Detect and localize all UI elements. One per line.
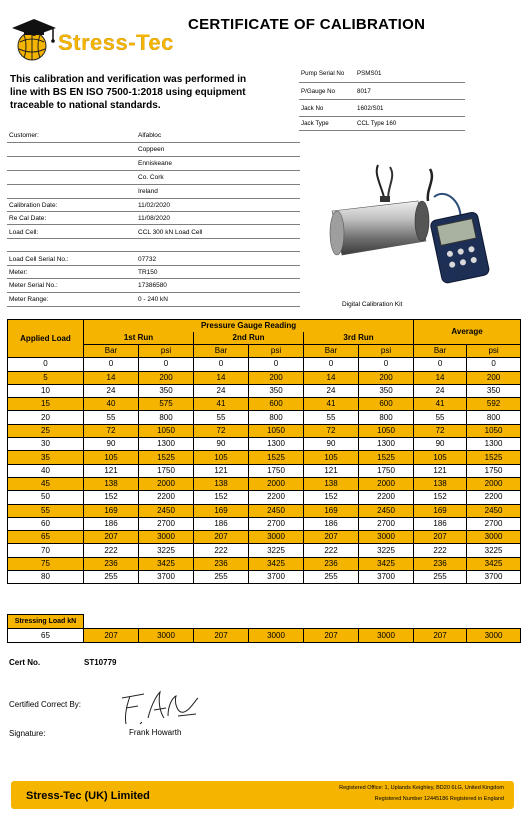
table-row bbox=[8, 358, 521, 371]
page-title: CERTIFICATE OF CALIBRATION bbox=[188, 16, 426, 33]
applied-load-cell: 35 bbox=[8, 451, 84, 464]
unit-header: Bar bbox=[194, 345, 249, 358]
stressing-reading-cell: 3000 bbox=[139, 629, 194, 643]
reading-cell: 2450 bbox=[139, 504, 194, 517]
recal-date-label: Re Cal Date: bbox=[9, 215, 47, 222]
unit-header: psi bbox=[467, 345, 521, 358]
reading-cell: 0 bbox=[139, 358, 194, 371]
applied-load-cell: 75 bbox=[8, 557, 84, 570]
unit-header: Bar bbox=[84, 345, 139, 358]
reading-cell: 600 bbox=[359, 398, 414, 411]
reading-cell: 350 bbox=[139, 384, 194, 397]
reading-cell: 1750 bbox=[249, 464, 304, 477]
table-row bbox=[8, 398, 521, 411]
reading-cell: 121 bbox=[84, 464, 139, 477]
reading-cell: 1050 bbox=[467, 424, 521, 437]
reading-cell: 1050 bbox=[359, 424, 414, 437]
table-row bbox=[8, 517, 521, 530]
table-row bbox=[8, 464, 521, 477]
reading-cell: 3700 bbox=[139, 571, 194, 584]
footer-address: Registered Office: 1, Uplands Keighley, BD20 6LG, United Kingdom bbox=[339, 785, 504, 791]
customer-line: Co. Cork bbox=[138, 174, 164, 181]
applied-load-cell: 70 bbox=[8, 544, 84, 557]
stressing-reading-cell: 3000 bbox=[467, 629, 521, 643]
table-row bbox=[8, 557, 521, 570]
reading-cell: 3000 bbox=[139, 531, 194, 544]
reading-cell: 138 bbox=[194, 477, 249, 490]
reading-cell: 2000 bbox=[139, 477, 194, 490]
reading-cell: 152 bbox=[194, 491, 249, 504]
reading-cell: 3225 bbox=[139, 544, 194, 557]
reading-cell: 152 bbox=[84, 491, 139, 504]
reading-cell: 592 bbox=[467, 398, 521, 411]
reading-cell: 0 bbox=[194, 358, 249, 371]
reading-cell: 169 bbox=[304, 504, 359, 517]
reading-cell: 40 bbox=[84, 398, 139, 411]
reading-cell: 2000 bbox=[249, 477, 304, 490]
reading-cell: 236 bbox=[84, 557, 139, 570]
reading-cell: 121 bbox=[194, 464, 249, 477]
unit-header: psi bbox=[139, 345, 194, 358]
cal-date-value: 11/02/2020 bbox=[138, 202, 171, 209]
reading-cell: 3225 bbox=[359, 544, 414, 557]
reading-cell: 1300 bbox=[249, 438, 304, 451]
table-row bbox=[8, 384, 521, 397]
jack-no-value: 1602/S01 bbox=[357, 105, 384, 112]
meter-label: Meter: bbox=[9, 269, 28, 276]
reading-cell: 2450 bbox=[359, 504, 414, 517]
load-cell-serial-label: Load Cell Serial No.: bbox=[9, 256, 69, 263]
reading-cell: 24 bbox=[414, 384, 467, 397]
reading-cell: 138 bbox=[304, 477, 359, 490]
reading-cell: 2200 bbox=[249, 491, 304, 504]
reading-cell: 3000 bbox=[249, 531, 304, 544]
table-row bbox=[8, 531, 521, 544]
reading-cell: 255 bbox=[304, 571, 359, 584]
stressing-reading-cell: 207 bbox=[304, 629, 359, 643]
reading-cell: 41 bbox=[414, 398, 467, 411]
reading-cell: 2700 bbox=[467, 517, 521, 530]
reading-cell: 1300 bbox=[139, 438, 194, 451]
reading-cell: 55 bbox=[414, 411, 467, 424]
footer-registration: Registered Number 12445186 Registered in England bbox=[374, 796, 504, 802]
reading-cell: 1525 bbox=[467, 451, 521, 464]
table-row bbox=[8, 451, 521, 464]
stressing-reading-cell: 207 bbox=[414, 629, 467, 643]
table-row bbox=[8, 544, 521, 557]
reading-cell: 2450 bbox=[467, 504, 521, 517]
reading-cell: 152 bbox=[304, 491, 359, 504]
reading-cell: 2700 bbox=[249, 517, 304, 530]
reading-cell: 14 bbox=[84, 371, 139, 384]
meter-range-value: 0 - 240 kN bbox=[138, 296, 168, 303]
applied-load-cell: 65 bbox=[8, 531, 84, 544]
reading-cell: 3700 bbox=[249, 571, 304, 584]
customer-line: Alfabloc bbox=[138, 132, 162, 139]
reading-cell: 222 bbox=[304, 544, 359, 557]
reading-cell: 186 bbox=[84, 517, 139, 530]
reading-cell: 2200 bbox=[139, 491, 194, 504]
reading-cell: 1300 bbox=[359, 438, 414, 451]
reading-cell: 186 bbox=[414, 517, 467, 530]
reading-cell: 41 bbox=[304, 398, 359, 411]
reading-cell: 55 bbox=[194, 411, 249, 424]
applied-load-cell: 80 bbox=[8, 571, 84, 584]
applied-load-cell: 20 bbox=[8, 411, 84, 424]
table-row bbox=[8, 371, 521, 384]
footer-bar bbox=[11, 781, 514, 809]
applied-load-cell: 0 bbox=[8, 358, 84, 371]
reading-cell: 200 bbox=[467, 371, 521, 384]
reading-cell: 350 bbox=[467, 384, 521, 397]
reading-cell: 24 bbox=[304, 384, 359, 397]
applied-load-cell: 15 bbox=[8, 398, 84, 411]
table-row bbox=[8, 424, 521, 437]
applied-load-cell: 10 bbox=[8, 384, 84, 397]
reading-cell: 236 bbox=[414, 557, 467, 570]
reading-cell: 90 bbox=[304, 438, 359, 451]
reading-cell: 72 bbox=[304, 424, 359, 437]
unit-header: Bar bbox=[304, 345, 359, 358]
reading-cell: 3425 bbox=[249, 557, 304, 570]
cert-no-label: Cert No. bbox=[9, 658, 41, 667]
applied-load-cell: 5 bbox=[8, 371, 84, 384]
stressing-load-table bbox=[7, 614, 521, 643]
reading-cell: 2700 bbox=[359, 517, 414, 530]
reading-cell: 138 bbox=[84, 477, 139, 490]
reading-cell: 72 bbox=[414, 424, 467, 437]
reading-cell: 24 bbox=[84, 384, 139, 397]
reading-cell: 105 bbox=[194, 451, 249, 464]
table-row bbox=[8, 571, 521, 584]
reading-cell: 255 bbox=[414, 571, 467, 584]
reading-cell: 2000 bbox=[467, 477, 521, 490]
reading-cell: 186 bbox=[194, 517, 249, 530]
table-row bbox=[8, 477, 521, 490]
signature-label: Signature: bbox=[9, 729, 46, 738]
load-cell-label: Load Cell: bbox=[9, 229, 39, 236]
reading-cell: 207 bbox=[414, 531, 467, 544]
reading-cell: 1750 bbox=[467, 464, 521, 477]
cal-date-label: Calibration Date: bbox=[9, 202, 58, 209]
reading-cell: 2000 bbox=[359, 477, 414, 490]
unit-header: psi bbox=[359, 345, 414, 358]
customer-line: Coppeen bbox=[138, 146, 165, 153]
applied-load-cell: 50 bbox=[8, 491, 84, 504]
load-cell-value: CCL 300 kN Load Cell bbox=[138, 229, 203, 236]
reading-cell: 1750 bbox=[139, 464, 194, 477]
load-cell-serial-value: 07732 bbox=[138, 256, 157, 263]
calibration-kit-photo bbox=[318, 163, 494, 301]
jack-no-label: Jack No bbox=[301, 105, 324, 112]
reading-cell: 169 bbox=[84, 504, 139, 517]
unit-header: psi bbox=[249, 345, 304, 358]
reading-cell: 105 bbox=[414, 451, 467, 464]
applied-load-cell: 45 bbox=[8, 477, 84, 490]
meter-range-label: Meter Range: bbox=[9, 296, 49, 303]
reading-cell: 800 bbox=[467, 411, 521, 424]
reading-cell: 3425 bbox=[359, 557, 414, 570]
reading-cell: 90 bbox=[84, 438, 139, 451]
stressing-reading-cell: 207 bbox=[84, 629, 139, 643]
reading-cell: 1525 bbox=[249, 451, 304, 464]
pump-serial-label: Pump Serial No bbox=[301, 70, 345, 77]
reading-cell: 0 bbox=[467, 358, 521, 371]
recal-date-value: 11/08/2020 bbox=[138, 215, 171, 222]
reading-cell: 14 bbox=[194, 371, 249, 384]
reading-cell: 121 bbox=[304, 464, 359, 477]
reading-cell: 800 bbox=[359, 411, 414, 424]
customer-label: Customer: bbox=[9, 132, 39, 139]
applied-load-cell: 60 bbox=[8, 517, 84, 530]
customer-line: Enniskeane bbox=[138, 160, 172, 167]
graduation-globe-icon bbox=[10, 16, 60, 64]
reading-cell: 2700 bbox=[139, 517, 194, 530]
reading-cell: 0 bbox=[304, 358, 359, 371]
reading-cell: 1050 bbox=[139, 424, 194, 437]
reading-cell: 1525 bbox=[139, 451, 194, 464]
reading-cell: 800 bbox=[249, 411, 304, 424]
reading-cell: 207 bbox=[84, 531, 139, 544]
customer-line: Ireland bbox=[138, 188, 158, 195]
reading-cell: 186 bbox=[304, 517, 359, 530]
photo-caption: Digital Calibration Kit bbox=[342, 301, 403, 308]
reading-cell: 236 bbox=[194, 557, 249, 570]
calibration-table bbox=[7, 319, 521, 584]
reading-cell: 14 bbox=[304, 371, 359, 384]
stressing-load-label: Stressing Load kN bbox=[8, 615, 84, 629]
gauge-no-label: P/Gauge No bbox=[301, 88, 336, 95]
reading-cell: 55 bbox=[304, 411, 359, 424]
company-logo bbox=[10, 16, 180, 66]
footer-company: Stress-Tec (UK) Limited bbox=[26, 790, 150, 802]
applied-load-cell: 30 bbox=[8, 438, 84, 451]
reading-cell: 575 bbox=[139, 398, 194, 411]
reading-cell: 222 bbox=[194, 544, 249, 557]
applied-load-cell: 25 bbox=[8, 424, 84, 437]
run-header: 1st Run bbox=[84, 332, 194, 345]
reading-cell: 2200 bbox=[359, 491, 414, 504]
reading-cell: 200 bbox=[139, 371, 194, 384]
reading-cell: 207 bbox=[194, 531, 249, 544]
jack-type-label: Jack Type bbox=[301, 120, 329, 127]
reading-cell: 90 bbox=[194, 438, 249, 451]
reading-cell: 121 bbox=[414, 464, 467, 477]
reading-cell: 0 bbox=[414, 358, 467, 371]
unit-header: Bar bbox=[414, 345, 467, 358]
reading-cell: 3225 bbox=[249, 544, 304, 557]
stressing-load-value: 65 bbox=[8, 629, 84, 643]
reading-cell: 3700 bbox=[467, 571, 521, 584]
reading-cell: 1300 bbox=[467, 438, 521, 451]
stressing-reading-cell: 3000 bbox=[359, 629, 414, 643]
reading-cell: 2200 bbox=[467, 491, 521, 504]
cert-no-value: ST10779 bbox=[84, 658, 117, 667]
reading-cell: 1050 bbox=[249, 424, 304, 437]
meter-serial-label: Meter Serial No.: bbox=[9, 282, 58, 289]
stressing-reading-cell: 3000 bbox=[249, 629, 304, 643]
reading-cell: 55 bbox=[84, 411, 139, 424]
reading-cell: 0 bbox=[84, 358, 139, 371]
signer-name: Frank Howarth bbox=[129, 728, 182, 737]
certified-by-label: Certified Correct By: bbox=[9, 700, 82, 709]
reading-cell: 236 bbox=[304, 557, 359, 570]
reading-cell: 222 bbox=[84, 544, 139, 557]
reading-cell: 169 bbox=[414, 504, 467, 517]
table-row bbox=[8, 438, 521, 451]
reading-cell: 72 bbox=[84, 424, 139, 437]
reading-cell: 800 bbox=[139, 411, 194, 424]
reading-cell: 169 bbox=[194, 504, 249, 517]
reading-cell: 105 bbox=[304, 451, 359, 464]
table-row bbox=[8, 411, 521, 424]
reading-cell: 41 bbox=[194, 398, 249, 411]
run-header: 2nd Run bbox=[194, 332, 304, 345]
reading-cell: 72 bbox=[194, 424, 249, 437]
reading-cell: 90 bbox=[414, 438, 467, 451]
reading-cell: 200 bbox=[249, 371, 304, 384]
jack-type-value: CCL Type 160 bbox=[357, 120, 397, 127]
gauge-no-value: 8017 bbox=[357, 88, 371, 95]
reading-cell: 3225 bbox=[467, 544, 521, 557]
run-header: 3rd Run bbox=[304, 332, 414, 345]
stressing-load-row bbox=[8, 629, 521, 643]
reading-cell: 2450 bbox=[249, 504, 304, 517]
applied-load-header: Applied Load bbox=[8, 320, 84, 358]
reading-cell: 3000 bbox=[467, 531, 521, 544]
average-header: Average bbox=[414, 320, 521, 345]
reading-cell: 3700 bbox=[359, 571, 414, 584]
meter-value: TR150 bbox=[138, 269, 158, 276]
reading-cell: 14 bbox=[414, 371, 467, 384]
reading-cell: 350 bbox=[249, 384, 304, 397]
reading-cell: 105 bbox=[84, 451, 139, 464]
applied-load-cell: 55 bbox=[8, 504, 84, 517]
reading-cell: 207 bbox=[304, 531, 359, 544]
reading-cell: 1525 bbox=[359, 451, 414, 464]
reading-cell: 255 bbox=[194, 571, 249, 584]
standard-statement: This calibration and verification was performed in line with BS EN ISO 7500-1:2018 using equipment traceable to national standards. bbox=[10, 74, 247, 111]
table-row bbox=[8, 491, 521, 504]
table-row bbox=[8, 504, 521, 517]
logo-text: Stress-Tec bbox=[58, 30, 174, 55]
reading-cell: 24 bbox=[194, 384, 249, 397]
reading-cell: 222 bbox=[414, 544, 467, 557]
reading-cell: 138 bbox=[414, 477, 467, 490]
reading-cell: 3425 bbox=[467, 557, 521, 570]
reading-cell: 1750 bbox=[359, 464, 414, 477]
reading-cell: 0 bbox=[249, 358, 304, 371]
reading-cell: 200 bbox=[359, 371, 414, 384]
stressing-reading-cell: 207 bbox=[194, 629, 249, 643]
reading-cell: 152 bbox=[414, 491, 467, 504]
reading-cell: 0 bbox=[359, 358, 414, 371]
meter-serial-value: 17386580 bbox=[138, 282, 167, 289]
gauge-reading-header: Pressure Gauge Reading bbox=[84, 320, 414, 333]
reading-cell: 350 bbox=[359, 384, 414, 397]
reading-cell: 600 bbox=[249, 398, 304, 411]
applied-load-cell: 40 bbox=[8, 464, 84, 477]
reading-cell: 3000 bbox=[359, 531, 414, 544]
pump-serial-value: PSMS01 bbox=[357, 70, 382, 77]
handwritten-signature bbox=[118, 688, 208, 728]
reading-cell: 3425 bbox=[139, 557, 194, 570]
reading-cell: 255 bbox=[84, 571, 139, 584]
